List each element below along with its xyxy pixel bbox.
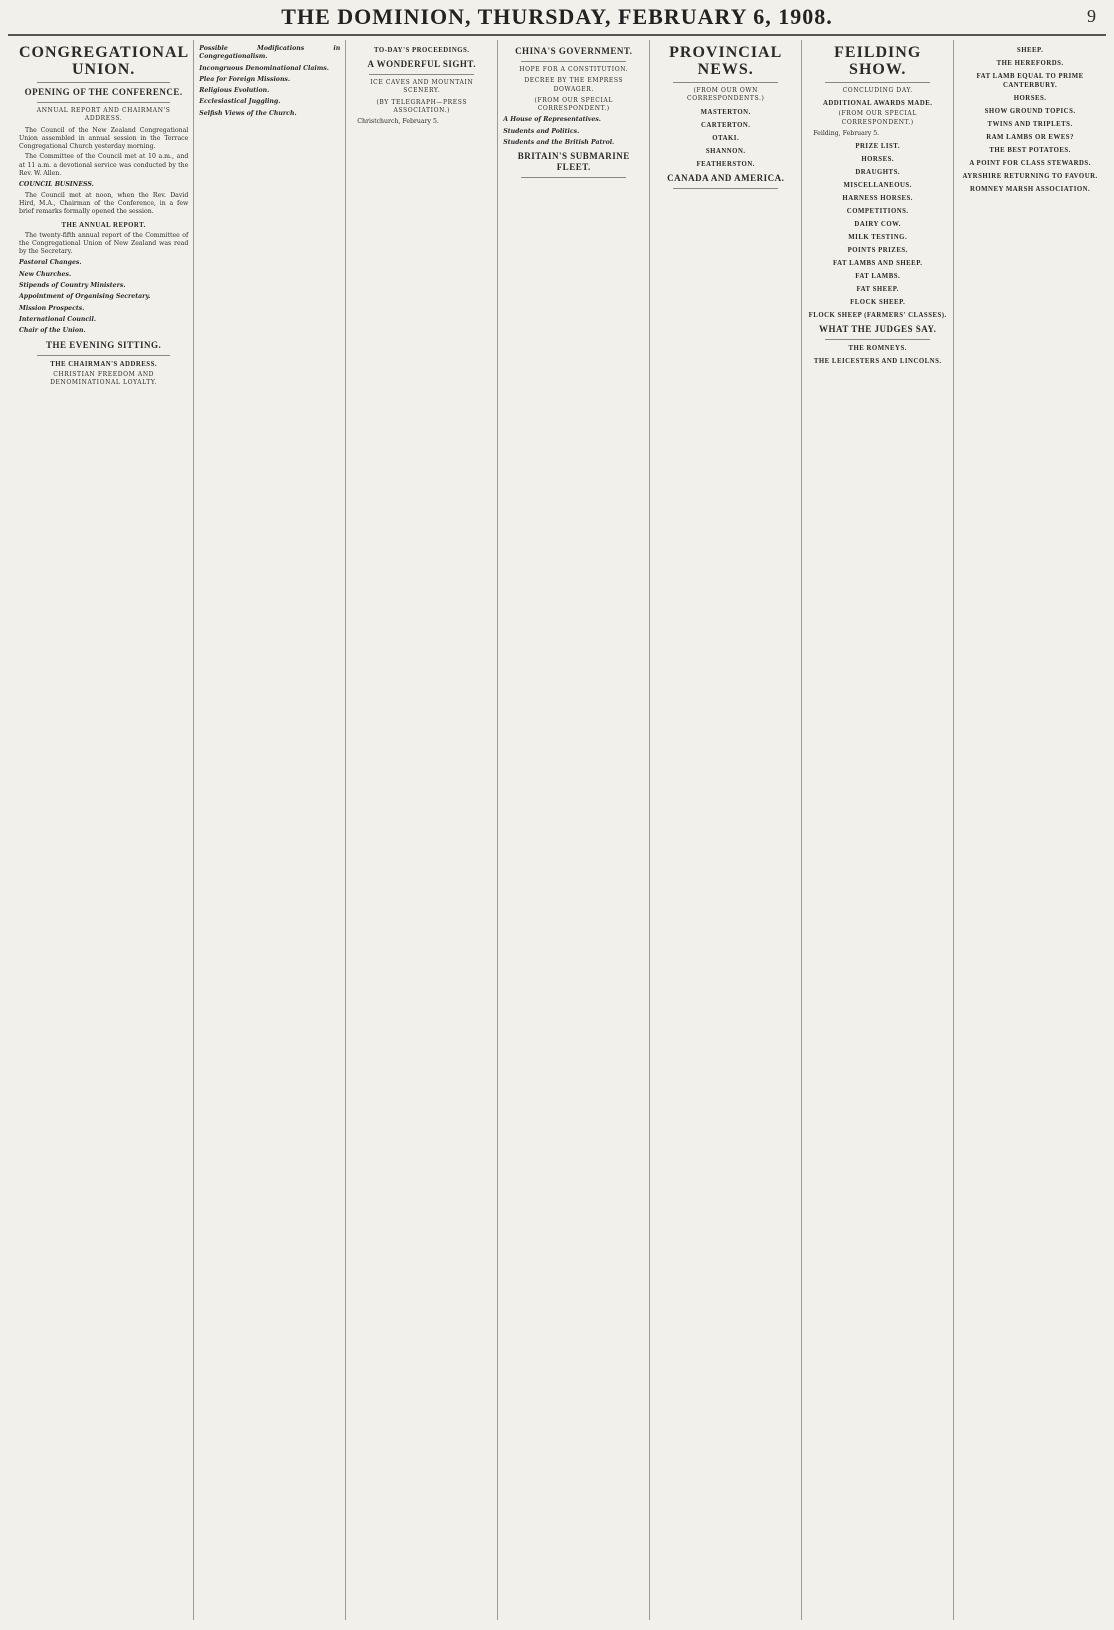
subheading: SHOW GROUND TOPICS. [984,108,1076,115]
paragraph-subhead: Selfish Views of the Church. [199,109,297,117]
deck-line: ICE CAVES AND MOUNTAIN SCENERY. [370,79,474,95]
subheading: FAT LAMBS. [855,273,901,281]
section-heading: A WONDERFUL SIGHT. [367,59,476,69]
subheading: MISCELLANEOUS. [843,182,912,190]
deck-line: CONCLUDING DAY. [842,87,913,94]
subheading: MILK TESTING. [848,234,908,242]
subheading: MASTERTON. [700,108,751,116]
subheading: THE CHAIRMAN'S ADDRESS. [50,360,158,368]
deck-line: (FROM OUR SPECIAL CORRESPONDENT.) [838,110,917,126]
column-4 [498,40,650,1620]
column-rule [673,188,778,189]
column-3 [346,40,498,1620]
paragraph-subhead: Chair of the Union. [19,327,86,335]
subheading: PRIZE LIST. [855,143,901,151]
paragraph: The Council of the New Zealand Congregational Union assembled in annual session in the Terrace Congregational Church yesterday morning. [19,126,189,151]
subheading: FEATHERSTON. [696,160,755,168]
page-number: 9 [1087,6,1096,26]
subheading: SHANNON. [705,147,746,155]
paragraph-subhead: Incongruous Denominational Claims. [199,64,329,72]
paragraph-subhead: Mission Prospects. [19,304,85,312]
subheading: THE ANNUAL REPORT. [61,221,146,229]
paragraph: Christchurch, February 5. [357,118,439,126]
subheading: COMPETITIONS. [846,208,909,216]
deck-line: HOPE FOR A CONSTITUTION. [519,66,629,73]
section-heading: CHINA'S GOVERNMENT. [515,46,633,56]
paragraph-subhead: Students and Politics. [503,127,580,135]
column-rule [37,355,170,356]
subheading: FAT SHEEP. [856,286,899,294]
columns [14,40,1106,1620]
column-rule [369,74,474,75]
column-rule [37,82,170,83]
subheading: CARTERTON. [700,121,751,129]
paragraph-subhead: International Council. [19,315,96,323]
subheading: AYRSHIRE RETURNING TO FAVOUR. [962,173,1098,180]
subheading: POINTS PRIZES. [847,247,908,255]
headline: CONGREGATIONAL UNION. [19,44,190,78]
deck-line: (BY TELEGRAPH—PRESS ASSOCIATION.) [376,98,468,114]
headline: PROVINCIAL NEWS. [669,44,783,78]
column-rule [521,177,626,178]
subheading: THE BEST POTATOES. [989,147,1071,154]
paragraph-subhead: Students and the British Patrol. [503,139,615,147]
paragraph-subhead: Ecclesiastical Juggling. [199,98,281,106]
subheading: DAIRY COW. [854,221,901,229]
masthead-title: THE DOMINION, THURSDAY, FEBRUARY 6, 1908. [281,4,833,29]
paragraph: The Council met at noon, when the Rev. David Hird, M.A., Chairman of the Conference, in a few brief remarks formally opened the session. [19,191,189,216]
section-heading: OPENING OF THE CONFERENCE. [24,87,183,97]
paragraph-subhead: Appointment of Organising Secretary. [19,293,151,301]
section-heading: THE EVENING SITTING. [46,339,162,350]
paragraph: The Committee of the Council met at 10 a.m., and at 11 a.m. a devotional service was conducted by the Rev. W. Allen. [19,153,189,178]
subheading: DRAUGHTS. [855,169,901,177]
deck-line: CHRISTIAN FREEDOM AND DENOMINATIONAL LOYALTY. [50,370,158,386]
paragraph: Feilding, February 5. [813,129,880,137]
section-heading: WHAT THE JUDGES SAY. [819,324,937,335]
column-rule [825,82,930,83]
subheading: HARNESS HORSES. [842,195,913,203]
paragraph-subhead: New Churches. [19,270,72,278]
column-7 [954,40,1106,1620]
headline: FEILDING SHOW. [834,44,922,78]
paragraph-subhead: Possible Modifications in Congregationalism. [199,45,341,61]
subheading: FAT LAMB EQUAL TO PRIME CANTERBURY. [976,73,1084,89]
paragraph-subhead: Stipends of Country Ministers. [19,282,126,290]
subheading: OTAKI. [712,134,740,142]
subheading: HORSES. [861,156,895,164]
column-rule [825,339,930,340]
subheading: A POINT FOR CLASS STEWARDS. [969,160,1091,167]
column-2 [194,40,346,1620]
column-rule [673,82,778,83]
column-rule [521,61,626,62]
subheading: THE LEICESTERS AND LINCOLNS. [813,358,942,366]
column-5 [650,40,802,1620]
masthead [0,0,1114,42]
subheading: ADDITIONAL AWARDS MADE. [822,100,933,108]
paragraph: The twenty-fifth annual report of the Committee of the Congregational Union of New Zealand was read by the Secretary. [19,231,189,256]
deck-line: (FROM OUR OWN CORRESPONDENTS.) [687,87,765,103]
column-rule [37,102,170,103]
masthead-rule [8,34,1106,36]
deck-line: (FROM OUR SPECIAL CORRESPONDENT.) [534,96,613,113]
column-1 [14,40,194,1620]
subheading: RAM LAMBS OR EWES? [986,134,1074,141]
deck-line: DECREE BY THE EMPRESS DOWAGER. [524,77,624,93]
subheading: ROMNEY MARSH ASSOCIATION. [969,186,1091,193]
paragraph-subhead: Plea for Foreign Missions. [199,75,291,83]
subheading: TWINS AND TRIPLETS. [987,121,1073,128]
section-heading: CANADA AND AMERICA. [667,172,785,183]
subheading: FLOCK SHEEP (FARMERS' CLASSES). [808,312,947,320]
subheading: HORSES. [1013,95,1047,102]
subheading: TO-DAY'S PROCEEDINGS. [374,47,470,54]
subheading: FAT LAMBS AND SHEEP. [832,260,923,268]
deck-line: ANNUAL REPORT AND CHAIRMAN'S ADDRESS. [36,107,171,123]
subheading: FLOCK SHEEP. [850,299,906,307]
paragraph-subhead: COUNCIL BUSINESS. [19,181,94,189]
paragraph-subhead: Pastoral Changes. [19,259,82,267]
section-heading: BRITAIN'S SUBMARINE FLEET. [517,151,630,173]
paragraph-subhead: A House of Representatives. [503,116,601,124]
column-6 [802,40,954,1620]
subheading: SHEEP. [1016,47,1044,54]
paragraph-subhead: Religious Evolution. [199,87,270,95]
subheading: THE ROMNEYS. [848,345,907,353]
subheading: THE HEREFORDS. [996,60,1064,67]
